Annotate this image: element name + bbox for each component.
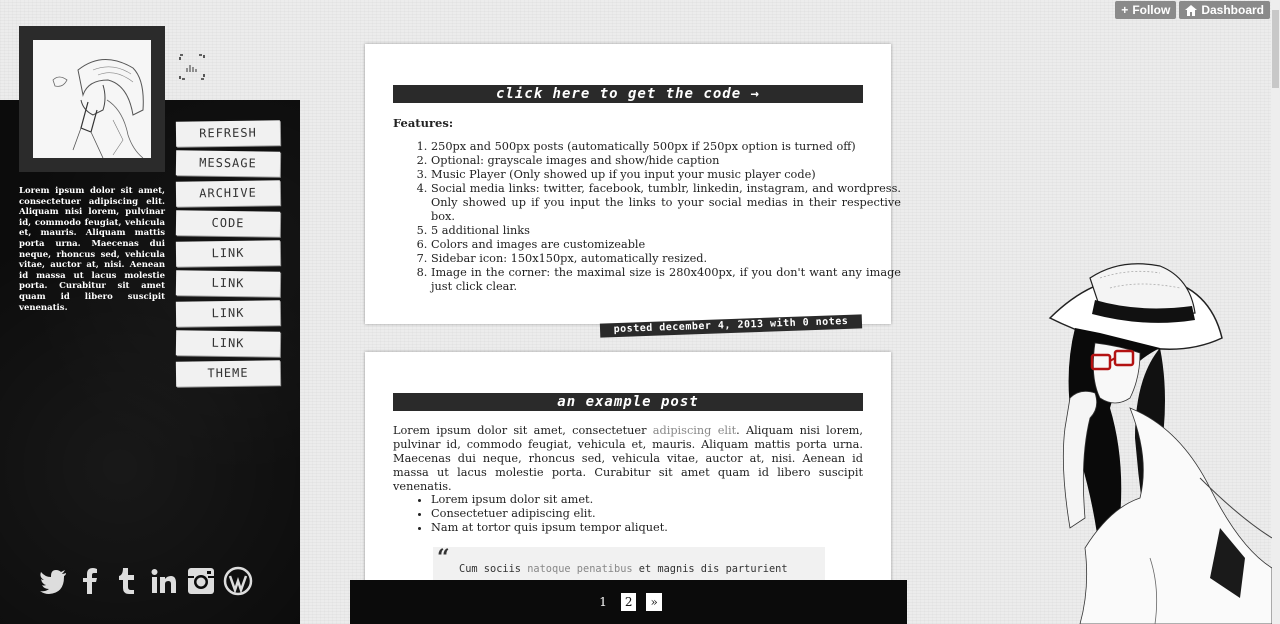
list-item: 8. Image in the corner: the maximal size is 280x400px, if you don't want any image just click clear. — [431, 266, 901, 294]
post-features — [365, 44, 901, 324]
follow-label: Follow — [1132, 3, 1171, 17]
list-item: 2. Optional: grayscale images and show/hide caption — [431, 154, 901, 168]
post-body — [393, 424, 863, 494]
post-meta[interactable]: posted december 4, 2013 with 0 notes — [600, 314, 862, 337]
avatar-sketch-icon — [33, 40, 151, 158]
list-item: • Nam at tortor quis ipsum tempor aliquet. — [431, 521, 668, 535]
quote-text — [459, 563, 788, 575]
nav-link-4[interactable]: LINK — [176, 330, 280, 356]
nav-message[interactable]: MESSAGE — [176, 150, 280, 176]
next-page-button[interactable]: » — [646, 593, 661, 611]
tumblr-icon[interactable] — [112, 566, 142, 596]
list-item: • Lorem ipsum dolor sit amet. — [431, 493, 668, 507]
features-heading: Features: — [393, 116, 454, 130]
twitter-icon[interactable] — [38, 566, 68, 596]
follow-button[interactable] — [1115, 1, 1176, 19]
dashboard-button[interactable] — [1179, 1, 1270, 19]
sidebar-nav — [176, 121, 281, 391]
social-links — [38, 566, 253, 596]
avatar — [33, 40, 151, 158]
quote-text-part: natoque penatibus — [527, 563, 633, 575]
scrollbar[interactable] — [1271, 0, 1280, 624]
wordpress-icon[interactable] — [223, 566, 253, 596]
avatar-frame — [19, 26, 165, 172]
tumblr-controls — [1115, 1, 1270, 19]
quote-text-part: Cum sociis — [459, 563, 528, 575]
nav-link-1[interactable]: LINK — [176, 240, 280, 266]
post-body-text: . Aliquam nisi lorem, pulvinar id, commodo feugiat, vehicula et, mauris. Aliquam mattis porta urna. Maecenas dui neque, rhoncus sed, vehicula vitae, auctor at, nisi. Aenean id massa ut lacus molestie porta. Curabitur sit amet quam id libero suscipit venenatis. — [393, 424, 863, 493]
page-1-link[interactable]: 1 — [599, 595, 607, 609]
dashboard-label: Dashboard — [1201, 3, 1264, 17]
list-item: • Consectetuer adipiscing elit. — [431, 507, 668, 521]
post-body-link[interactable]: adipiscing elit — [652, 424, 737, 437]
quote-mark-icon: “ — [437, 545, 450, 571]
post-example — [365, 352, 891, 592]
instagram-icon[interactable] — [186, 566, 216, 596]
nav-archive[interactable]: ARCHIVE — [176, 180, 280, 206]
pagination — [350, 580, 907, 624]
list-item: 3. Music Player (Only showed up if you input your music player code) — [431, 168, 901, 182]
scrollbar-thumb[interactable] — [1272, 10, 1279, 88]
nav-code[interactable]: CODE — [176, 210, 280, 236]
page-2-link[interactable]: 2 — [621, 593, 637, 611]
nav-link-3[interactable]: LINK — [176, 300, 280, 326]
nav-theme[interactable]: THEME — [176, 360, 280, 386]
facebook-icon[interactable] — [75, 566, 105, 596]
plus-icon: + — [1121, 3, 1129, 17]
post-title[interactable]: click here to get the code → — [393, 85, 863, 103]
quote-text-part: et magnis dis parturient — [632, 563, 788, 575]
list-item: 5. 5 additional links — [431, 224, 901, 238]
list-item: 4. Social media links: twitter, facebook, tumblr, linkedin, instagram, and wordpress. Only showed up if you input the links to your social medias in their respective box. — [431, 182, 901, 224]
corner-illustration — [1040, 258, 1272, 624]
post-body-text: Lorem ipsum dolor sit amet, consectetuer — [393, 424, 653, 437]
home-icon — [1185, 5, 1197, 16]
list-item: 6. Colors and images are customizeable — [431, 238, 901, 252]
nav-link-2[interactable]: LINK — [176, 270, 280, 296]
music-player-icon[interactable] — [179, 54, 205, 80]
post-title[interactable]: an example post — [393, 393, 863, 411]
list-item: 7. Sidebar icon: 150x150px, automatically resized. — [431, 252, 901, 266]
features-list — [393, 140, 901, 294]
list-item: 1. 250px and 500px posts (automatically 500px if 250px option is turned off) — [431, 140, 901, 154]
nav-refresh[interactable]: REFRESH — [176, 120, 280, 146]
sidebar-bio: Lorem ipsum dolor sit amet, consectetuer adipiscing elit. Aliquam nisi lorem, pulvinar id, commodo feugiat, vehicula et, mauris. Aliquam mattis porta urna. Maecenas dui neque, rhoncus sed, vehicula vitae, auctor at, nisi. Aenean id massa ut lacus molestie porta. Curabitur sit amet quam id libero suscipit venenatis. — [19, 186, 165, 313]
linkedin-icon[interactable] — [149, 566, 179, 596]
post-bullet-list — [393, 493, 668, 535]
